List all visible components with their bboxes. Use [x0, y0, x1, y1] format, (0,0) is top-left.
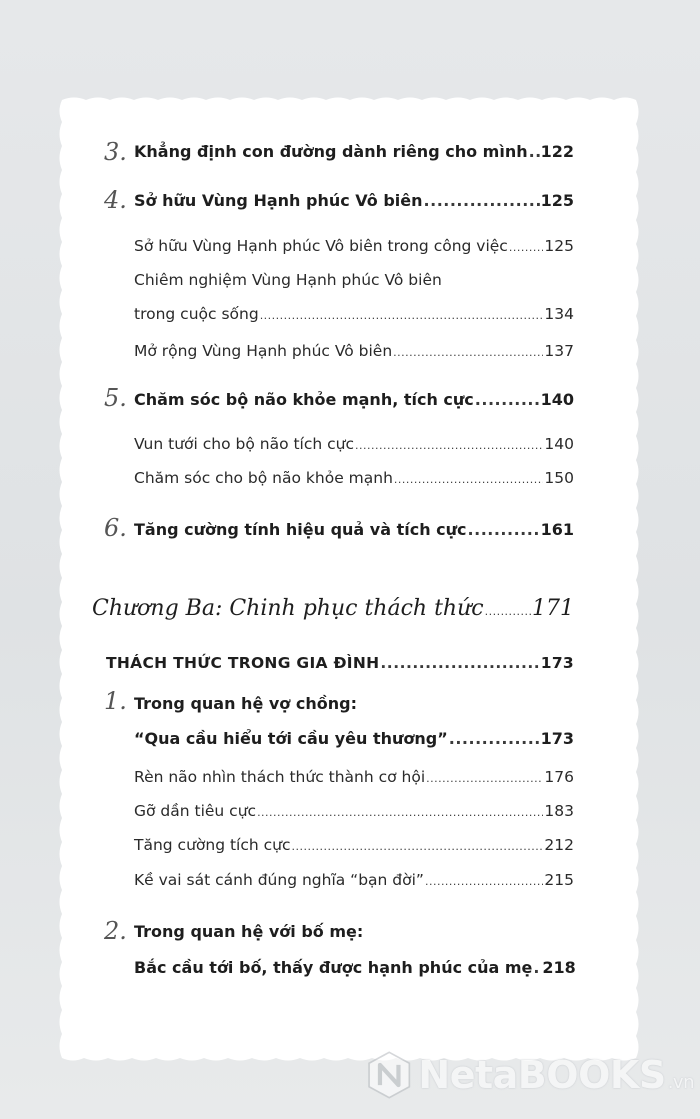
toc-subentry-go-dan[interactable]	[134, 802, 574, 820]
entry-title: Chăm sóc bộ não khỏe mạnh, tích cực	[134, 390, 474, 409]
entry-number-1: 1.	[104, 687, 127, 715]
page-number: 140	[540, 390, 574, 409]
entry-title-line1: Trong quan hệ với bố mẹ:	[134, 922, 364, 941]
toc-entry-vo-chong[interactable]	[134, 729, 574, 748]
dot-leader	[425, 875, 543, 888]
page-number: 150	[544, 469, 574, 487]
page-number: 140	[544, 435, 574, 453]
entry-title: Sở hữu Vùng Hạnh phúc Vô biên	[134, 191, 423, 210]
subentry-title: Rèn não nhìn thách thức thành cơ hội	[134, 768, 426, 786]
entry-number-4: 4.	[104, 186, 127, 214]
toc-subentry-khoe-manh[interactable]	[134, 469, 574, 487]
watermark-suffix: .vn	[667, 1072, 694, 1093]
subentry-title: Tăng cường tích cực	[134, 836, 291, 854]
entry-title-line1: Trong quan hệ vợ chồng:	[134, 694, 357, 713]
page-number: 183	[544, 802, 574, 820]
page-number: 212	[544, 836, 574, 854]
page-number: 122	[540, 142, 574, 161]
dot-leader	[449, 729, 540, 748]
page-number: 176	[544, 768, 574, 786]
entry-number-5: 5.	[104, 384, 127, 412]
subentry-title: Kề vai sát cánh đúng nghĩa “bạn đời”	[134, 871, 424, 889]
subentry-title: Gỡ dần tiêu cực	[134, 802, 257, 820]
toc-entry-cham-soc-bo-nao[interactable]	[134, 390, 574, 409]
subentry-title: Sở hữu Vùng Hạnh phúc Vô biên trong công việc	[134, 237, 508, 255]
toc-entry-so-huu-vung[interactable]	[134, 191, 574, 210]
page-number: 171	[532, 596, 574, 621]
entry-title-line2: Bắc cầu tới bố, thấy được hạnh phúc của mẹ	[134, 958, 533, 977]
toc-entry-bo-me[interactable]	[134, 958, 574, 977]
entry-number-3: 3.	[104, 138, 127, 166]
watermark-brand: NetaBOOKS .vn	[418, 1053, 694, 1097]
dot-leader	[380, 654, 539, 672]
page-number: 173	[540, 729, 574, 748]
dot-leader	[475, 390, 540, 409]
entry-title: Khẳng định con đường dành riêng cho mình	[134, 142, 528, 161]
toc-subentry-ren-nao[interactable]	[134, 768, 574, 786]
dot-leader	[424, 191, 540, 210]
page-number: 125	[544, 237, 574, 255]
subentry-title: Mở rộng Vùng Hạnh phúc Vô biên	[134, 342, 393, 360]
toc-subentry-ke-vai[interactable]	[134, 871, 574, 889]
dot-leader	[426, 772, 543, 785]
toc-entry-khang-dinh[interactable]	[134, 142, 574, 161]
entry-number-2: 2.	[104, 917, 127, 945]
page-number: 215	[544, 871, 574, 889]
subentry-title: Vun tưới cho bộ não tích cực	[134, 435, 355, 453]
toc-subentry-tang-cuong-tich-cuc[interactable]	[134, 836, 574, 854]
page-number: 134	[544, 305, 574, 323]
toc-section-gia-dinh[interactable]	[106, 654, 574, 672]
dot-leader	[260, 309, 544, 322]
toc-entry-tang-cuong-hieu-qua[interactable]	[134, 520, 574, 539]
page-number: 173	[540, 654, 574, 672]
toc-subentry-vun-tuoi[interactable]	[134, 435, 574, 453]
page-number: 161	[540, 520, 574, 539]
dot-leader	[529, 142, 540, 161]
toc-chapter-three[interactable]	[92, 596, 574, 621]
subentry-title-line1: Chiêm nghiệm Vùng Hạnh phúc Vô biên	[134, 271, 442, 289]
toc-subentry-cuoc-song[interactable]	[134, 305, 574, 323]
page-number: 137	[544, 342, 574, 360]
section-title: THÁCH THỨC TRONG GIA ĐÌNH	[106, 654, 380, 672]
subentry-title-line2: trong cuộc sống	[134, 305, 259, 323]
entry-title-line2: “Qua cầu hiểu tới cầu yêu thương”	[134, 729, 448, 748]
dot-leader	[292, 840, 544, 853]
dot-leader	[393, 346, 543, 359]
dot-leader	[257, 806, 543, 819]
chapter-title: Chương Ba: Chinh phục thách thức	[92, 596, 484, 621]
dot-leader	[533, 958, 541, 977]
page-number: 125	[540, 191, 574, 210]
dot-leader	[394, 473, 544, 486]
dot-leader	[509, 241, 544, 254]
netabooks-watermark	[364, 1044, 694, 1106]
entry-number-6: 6.	[104, 514, 127, 542]
toc-subentry-cong-viec[interactable]	[134, 237, 574, 255]
neta-hexagon-logo-icon	[364, 1046, 414, 1104]
dot-leader	[355, 439, 543, 452]
page-number: 218	[542, 958, 576, 977]
entry-title: Tăng cường tính hiệu quả và tích cực	[134, 520, 467, 539]
toc-subentry-mo-rong[interactable]	[134, 342, 574, 360]
dot-leader	[485, 605, 531, 618]
subentry-title: Chăm sóc cho bộ não khỏe mạnh	[134, 469, 393, 487]
dot-leader	[468, 520, 540, 539]
